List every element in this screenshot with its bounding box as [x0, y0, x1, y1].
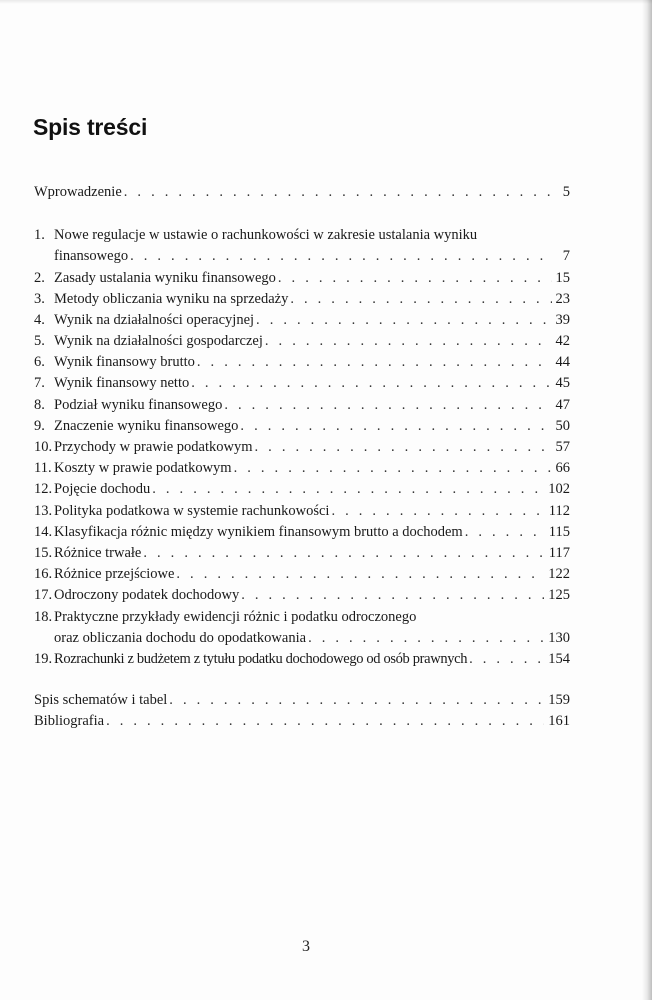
toc-entry-12	[34, 479, 570, 500]
toc-entry-16	[34, 564, 570, 585]
toc-page-number: 50	[555, 417, 570, 434]
toc-entry-9	[34, 416, 570, 437]
chapter-number: 8.	[34, 396, 45, 413]
toc-entry-7	[34, 374, 570, 395]
toc-entry-text: Znaczenie wyniku finansowego	[54, 417, 239, 434]
toc-page-number: 15	[555, 269, 570, 286]
toc-page-number: 5	[562, 183, 570, 200]
toc-entry-text: Metody obliczania wyniku na sprzedaży	[54, 290, 289, 307]
chapter-number: 3.	[34, 290, 45, 307]
leader-dots	[191, 373, 551, 394]
toc-entry-text: Rozrachunki z budżetem z tytułu podatku dochodowego od osób prawnych	[54, 650, 468, 667]
toc-entry-text: Spis schematów i tabel	[34, 692, 168, 709]
toc-page-number: 161	[548, 713, 570, 730]
toc-entry-text: Wynik na działalności operacyjnej	[54, 311, 255, 328]
leader-dots	[169, 690, 544, 711]
leader-dots	[469, 649, 544, 670]
toc-page-number: 112	[548, 502, 570, 519]
toc-entry-text: Nowe regulacje w ustawie o rachunkowości w zakresie ustalania wyniku	[54, 227, 478, 244]
chapter-number: 10.	[34, 439, 53, 456]
toc-entry-15	[34, 543, 570, 564]
toc-page-number: 44	[555, 354, 570, 371]
toc-entry-text: Podział wyniku finansowego	[54, 396, 223, 413]
leader-dots	[234, 458, 552, 479]
toc-entry-2	[34, 268, 570, 289]
leader-dots	[278, 268, 552, 289]
toc-entry-text: Polityka podatkowa w systemie rachunkowości	[54, 502, 330, 519]
leader-dots	[331, 501, 544, 522]
toc-entry-18	[34, 607, 570, 649]
toc-page-number: 39	[555, 311, 570, 328]
leader-dots	[130, 246, 552, 267]
toc-entry-text-continued: oraz obliczania dochodu do opodatkowania	[54, 629, 307, 646]
toc-entry-text: Przychody w prawie podatkowym	[54, 439, 253, 456]
chapter-number: 6.	[34, 354, 45, 371]
toc-entry-text: Wynik na działalności gospodarczej	[54, 333, 263, 350]
toc-entry-text: Koszty w prawie podatkowym	[54, 460, 232, 477]
toc-page-number: 102	[548, 481, 570, 498]
toc-page-number: 130	[548, 629, 570, 646]
leader-dots	[224, 395, 551, 416]
page-number: 3	[302, 938, 310, 955]
leader-dots	[241, 585, 544, 606]
toc-entry-13	[34, 501, 570, 522]
toc-page-number: 115	[548, 523, 570, 540]
toc-entry-11	[34, 458, 570, 479]
toc-entry-1	[34, 225, 570, 267]
toc-entry-8	[34, 395, 570, 416]
chapter-number: 12.	[34, 481, 53, 498]
toc-entry-text: Pojęcie dochodu	[54, 481, 151, 498]
toc-entry-text: Wprowadzenie	[34, 183, 122, 200]
chapter-number: 1.	[34, 227, 45, 244]
toc-entry-text: Odroczony podatek dochodowy	[54, 587, 240, 604]
toc-entry-text: Różnice przejściowe	[54, 566, 175, 583]
table-of-contents	[34, 182, 570, 733]
chapter-number: 7.	[34, 375, 45, 392]
leader-dots	[176, 564, 544, 585]
toc-entry-14	[34, 522, 570, 543]
toc-page-number: 154	[548, 650, 570, 667]
leader-dots	[255, 437, 552, 458]
toc-entry-text: Różnice trwałe	[54, 544, 142, 561]
toc-entry-19	[34, 649, 570, 670]
toc-entry-text: Klasyfikacja różnic między wynikiem finansowym brutto a dochodem	[54, 523, 463, 540]
toc-entry-10	[34, 437, 570, 458]
chapter-number: 18.	[34, 608, 53, 625]
toc-entry-6	[34, 352, 570, 373]
leader-dots	[106, 711, 544, 732]
toc-page-number: 42	[555, 333, 570, 350]
toc-entry-5	[34, 331, 570, 352]
leader-dots	[240, 416, 551, 437]
top-edge-shadow	[0, 0, 652, 4]
toc-entry-schemes-tables	[34, 690, 570, 711]
right-edge-shadow	[642, 0, 652, 1000]
leader-dots	[197, 352, 552, 373]
toc-page-number: 47	[555, 396, 570, 413]
leader-dots	[308, 628, 544, 649]
toc-page-number: 159	[548, 692, 570, 709]
toc-page-number: 122	[548, 566, 570, 583]
spacer	[34, 670, 570, 690]
toc-page-number: 117	[548, 544, 570, 561]
leader-dots	[256, 310, 551, 331]
leader-dots	[290, 289, 551, 310]
leader-dots	[124, 182, 552, 203]
toc-page-number: 57	[555, 439, 570, 456]
page-title: Spis treści	[33, 114, 148, 140]
toc-page-number: 7	[562, 248, 570, 265]
toc-page-number: 125	[548, 587, 570, 604]
toc-entry-text: Wynik finansowy netto	[54, 375, 190, 392]
chapter-number: 5.	[34, 333, 45, 350]
chapter-number: 19.	[34, 650, 53, 667]
toc-entry-text-continued: finansowego	[54, 248, 129, 265]
spacer	[34, 203, 570, 225]
leader-dots	[265, 331, 552, 352]
toc-entry-17	[34, 585, 570, 606]
toc-entry-text: Praktyczne przykłady ewidencji różnic i podatku odroczonego	[54, 608, 417, 625]
toc-entry-3	[34, 289, 570, 310]
toc-page-number: 66	[555, 460, 570, 477]
chapter-number: 14.	[34, 523, 53, 540]
chapter-number: 4.	[34, 311, 45, 328]
toc-entry-4	[34, 310, 570, 331]
chapter-number: 15.	[34, 544, 53, 561]
toc-entry-text: Zasady ustalania wyniku finansowego	[54, 269, 276, 286]
chapter-number: 11.	[34, 460, 52, 477]
chapter-number: 13.	[34, 502, 53, 519]
toc-entry-bibliography	[34, 711, 570, 732]
toc-entry-text: Bibliografia	[34, 713, 105, 730]
chapter-number: 2.	[34, 269, 45, 286]
chapter-number: 9.	[34, 417, 45, 434]
toc-page-number: 23	[555, 290, 570, 307]
chapter-number: 16.	[34, 566, 53, 583]
chapter-number: 17.	[34, 587, 53, 604]
leader-dots	[143, 543, 544, 564]
leader-dots	[465, 522, 545, 543]
toc-entry-intro	[34, 182, 570, 203]
leader-dots	[152, 479, 544, 500]
toc-page-number: 45	[555, 375, 570, 392]
toc-entry-text: Wynik finansowy brutto	[54, 354, 195, 371]
